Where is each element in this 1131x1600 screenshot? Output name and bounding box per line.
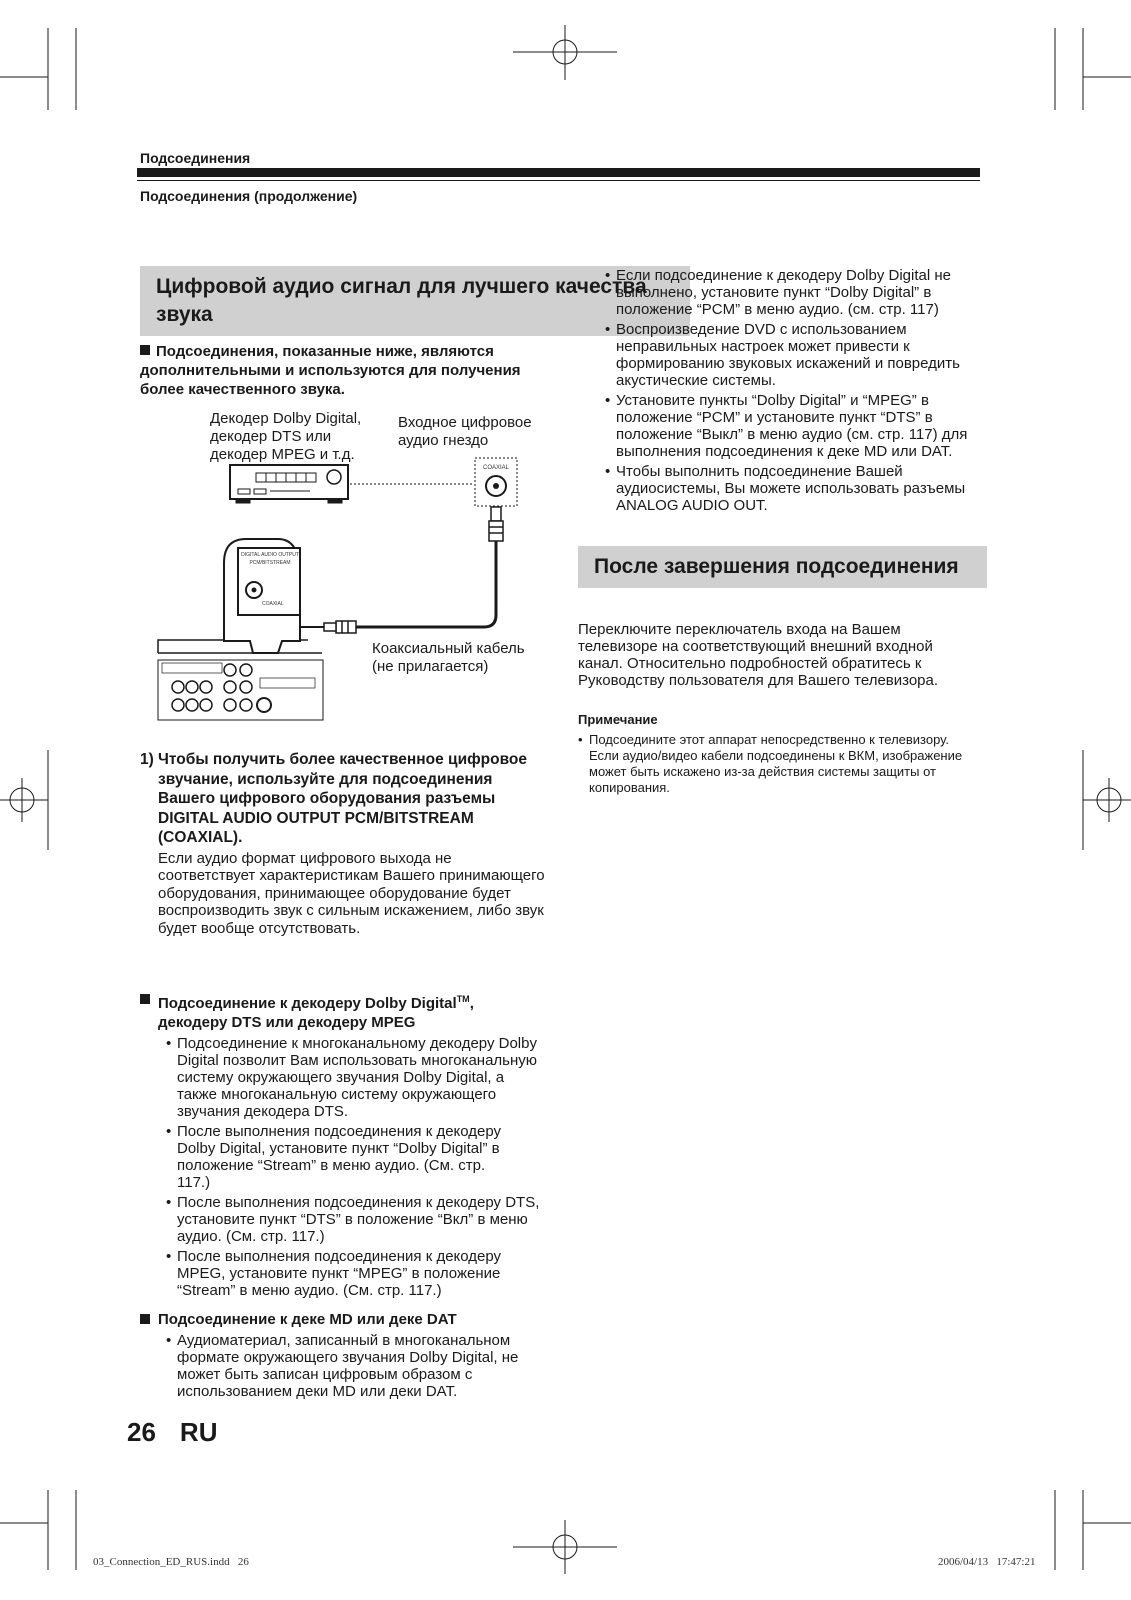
page-number: 26 RU xyxy=(127,1417,218,1447)
connection-diagram xyxy=(150,455,540,740)
output-panel-line2: PCM/BITSTREAM xyxy=(249,560,291,566)
dolby-bullet: • После выполнения подсоединения к декодеру Dolby Digital, установите пункт “Dolby Digital” в положение “Stream” в меню аудио. (См. стр. 117.) xyxy=(166,1123,545,1191)
connections-intro: Подсоединения, показанные ниже, являются дополнительными и используются для получения более качественного звука. xyxy=(140,343,521,398)
header-rule-thin xyxy=(137,180,980,181)
item-1-number: 1) xyxy=(140,751,154,768)
note xyxy=(578,732,978,799)
language-code: RU xyxy=(179,1417,218,1447)
rca-plug-side-icon xyxy=(324,621,356,633)
square-bullet-icon xyxy=(140,345,150,355)
dolby-bullet: • После выполнения подсоединения к декодеру DTS, установите пункт “DTS” в положение “Вкл” в меню аудио. (См. стр. 117.) xyxy=(166,1194,545,1245)
output-panel-line3: COAXIAL xyxy=(262,601,284,607)
note-text: • Подсоедините этот аппарат непосредственно к телевизору. Если аудио/видео кабели подсоединены к ВКМ, изображение может быть искажено из-за действия системы защиты от копирования. xyxy=(578,732,978,796)
footer-file: 03_Connection_ED_RUS.indd 26 xyxy=(93,1556,249,1568)
coaxial-cable-label: Коаксиальный кабель (не прилагается) xyxy=(372,640,525,675)
decoder-label: Декодер Dolby Digital, декодер DTS или декодер MPEG и т.д. xyxy=(210,410,362,463)
note-title: Примечание xyxy=(578,712,658,727)
square-bullet-icon xyxy=(140,1314,150,1324)
settings-bullet: • Установите пункты “Dolby Digital” и “MPEG” в положение “PCM” и установите пункт “DTS” в положение “Выкл” в меню аудио (см. стр. 117) для выполнения подсоединения к деке MD или DAT. xyxy=(605,392,983,460)
input-jack-panel xyxy=(475,458,517,506)
settings-bullet: • Чтобы выполнить подсоединение Вашей аудиосистемы, Вы можете использовать разъемы ANALOG AUDIO OUT. xyxy=(605,463,983,514)
section-title: Подсоединения xyxy=(140,150,251,166)
after-connection-text: Переключите переключатель входа на Вашем телевизоре на соответствующий внешний входной канал. Относительно подробностей обратитесь к Руководству пользователя для Вашего телевизора. xyxy=(578,621,939,689)
settings-bullet: • Если подсоединение к декодеру Dolby Digital не выполнено, установите пункт “Dolby Digital” в положение “PCM” в меню аудио. (см. стр. 117) xyxy=(605,267,983,318)
item-1-title: Чтобы получить более качественное цифровое звучание, используйте для подсоединения Вашего цифрового оборудования разъемы DIGITAL AUDIO OUTPUT PCM/BITSTREAM (COAXIAL). xyxy=(158,751,528,846)
md-dat-title: Подсоединение к деке MD или деке DAT xyxy=(140,1310,545,1329)
square-bullet-icon xyxy=(140,994,150,1004)
header-rule xyxy=(137,168,980,177)
settings-bullet: • Воспроизведение DVD с использованием неправильных настроек может привести к формированию звуковых искажений и повредить акустические системы. xyxy=(605,321,983,389)
input-jack-label: Входное цифровое аудио гнездо xyxy=(398,414,532,449)
settings-bullets xyxy=(605,267,983,517)
dolby-title: Подсоединение к декодеру Dolby Digital™, декодеру DTS или декодеру MPEG xyxy=(140,990,545,1032)
player-rear-panel-icon xyxy=(158,640,323,720)
digital-audio-heading: Цифровой аудио сигнал для лучшего качества звука xyxy=(140,266,690,336)
footer-datetime: 2006/04/13 17:47:21 xyxy=(938,1556,1036,1568)
digital-output-panel xyxy=(238,548,300,615)
item-1 xyxy=(140,750,545,937)
after-connection-heading: После завершения подсоединения xyxy=(578,546,987,588)
md-dat-bullet: • Аудиоматериал, записанный в многоканальном формате окружающего звучания Dolby Digital, не может быть записан цифровым образом с использованием деки MD или деки DAT. xyxy=(166,1332,545,1400)
coaxial-tag: COAXIAL xyxy=(482,465,510,471)
output-panel-line1: DIGITAL AUDIO OUTPUT xyxy=(241,552,299,558)
subsection-title: Подсоединения (продолжение) xyxy=(140,188,358,204)
dolby-bullet: • Подсоединение к многоканальному декодеру Dolby Digital позволит Вам использовать многоканальную систему окружающего звучания Dolby Digital, а также многоканальную систему окружающего звучания декодера DTS. xyxy=(166,1035,545,1120)
av-receiver-icon xyxy=(230,465,348,503)
rca-plug-top-icon xyxy=(489,507,503,541)
dolby-section xyxy=(140,990,545,1302)
item-1-text: Если аудио формат цифрового выхода не соответствует характеристикам Вашего принимающего оборудования, принимающее оборудование будет воспроизводить звук с сильным искажением, либо звук будет вообще отсутствовать. xyxy=(158,849,545,937)
md-dat-section xyxy=(140,1310,545,1403)
dolby-bullet: • После выполнения подсоединения к декодеру MPEG, установите пункт “MPEG” в положение “Stream” в меню аудио. (См. стр. 117.) xyxy=(166,1248,545,1299)
